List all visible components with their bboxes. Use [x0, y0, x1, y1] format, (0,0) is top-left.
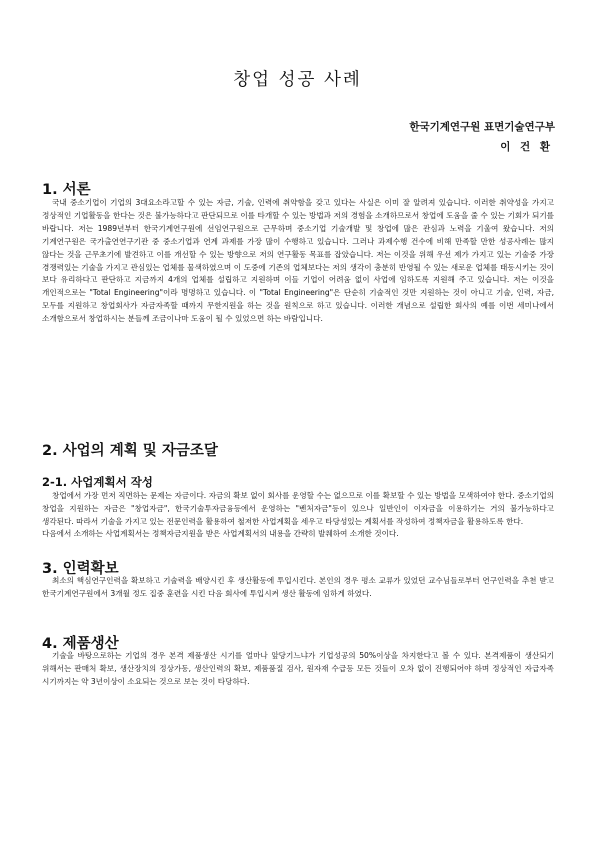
section-heading-production: 4. 제품생산: [42, 636, 119, 652]
subsection-heading-business-plan-writing: 2-1. 사업계획서 작성: [42, 475, 153, 489]
paragraph-business-plan: 창업에서 가장 먼저 직면하는 문제는 자금이다. 자금의 확보 없이 회사를 운영할 수는 없으므로 이를 확보할 수 있는 방법을 모색하여야 한다. 중소기업의 창업을 지원하는 자금은 "창업자금", 한국기술투자금융등에서 운영하는 "벤처자금"등이 있으나 일반인이 이자금을 이용하기는 거의 불가능하다고 생각된다. 따라서 기술을 가지고 있는 전문인력을 활용하여 철저한 사업계획을 세우고 타당성있는 계획서를 작성하여 정책자금을 활용하도록 한다.: [42, 491, 554, 526]
section-heading-staffing: 3. 인력확보: [42, 561, 119, 577]
document-title: 창업 성공 사례: [233, 70, 362, 90]
paragraph-production: 기술을 바탕으로하는 기업의 경우 본격 제품생산 시기를 얼마나 앞당기느냐가 기업성공의 50%이상을 차지한다고 볼 수 있다. 본격제품이 생산되기 위해서는 판매처 확보, 생산장치의 정상가동, 생산인력의 확보, 제품품질 검사, 원자재 수급등 모든 것들이 오차 없이 진행되어야 하며 정상적인 자급자족 시기까지는 약 3년이상이 소요되는 것으로 보는 것이 타당하다.: [42, 651, 554, 686]
author-name: 이 건 환: [500, 141, 553, 153]
section-heading-business-plan: 2. 사업의 계획 및 자금조달: [42, 443, 218, 459]
section-heading-introduction: 1. 서론: [42, 182, 91, 198]
author-organization: 한국기계연구원 표면기술연구부: [409, 121, 555, 133]
paragraph-staffing: 최소의 핵심연구인력을 확보하고 기술력을 배양시킨 후 생산활동에 투입시킨다. 본인의 경우 평소 교류가 있었던 교수님들로부터 연구인력을 추천 받고 한국기계연구원에서 3개월 정도 집중 훈련을 시킨 다음 회사에 투입시켜 생산 활동에 임하게 하였다.: [42, 576, 554, 598]
paragraph-introduction: 국내 중소기업이 기업의 3대요소라고할 수 있는 자금, 기술, 인력에 취약함을 갖고 있다는 사실은 이미 잘 알려져 있습니다. 이러한 취약성을 가지고 정상적인 기업활동을 한다는 것은 불가능하다고 판단되므로 이를 타개할 수 있는 방법과 저의 경험을 소개하므로서 창업에 도움을 줄 수 있는 기회가 되기를 바랍니다. 저는 1989년부터 한국기계연구원에 선임연구원으로 근무하며 중소기업 기술개발 및 창업에 많은 관심과 노력을 기울여 왔습니다. 저의 기계연구원은 국가출연연구기관 중 중소기업과 연계 과제를 가장 많이 수행하고 있습니다. 그러나 과제수행 건수에 비해 만족할 만한 성공사례는 많지 않다는 것을 근무초기에 발견하고 이를 개선할 수 있는 방향으로 저의 연구활동 목표를 잡았습니다. 저는 이것을 위해 우선 제가 가지고 있는 기술중 가장 경쟁력있는 기술을 가지고 관심있는 업체를 물색하였으며 이 도중에 기존의 업체보다는 저의 생각이 충분히 반영될 수 있는 새로운 업체를 태동시키는 것이 보다 유리하다고 판단하고 지금까지 4개의 업체를 설립하고 지원하며 이들 기업이 어려움 없이 사업에 임하도록 지원해 주고 있습니다. 저는 이것을 개인적으로는 "Total Engineering"이라 명명하고 있습니다. 이 "Total Engineering"은 단순히 기술적인 것만 지원하는 것이 아니고 기술, 인력, 자금, 모두를 지원하고 창업회사가 자금자족할 때까지 무한지원을 하는 것을 원칙으로 하고 있습니다. 이러한 개념으로 설립한 회사의 예를 이번 세미나에서 소개함으로서 창업하시는 분들께 조금이나마 도움이 될 수 있었으면 하는 바람입니다.: [42, 198, 554, 324]
paragraph-business-plan-note: 다음에서 소개하는 사업계획서는 정책자금지원을 받은 사업계획서의 내용을 간략히 발췌하여 소개한 것이다.: [42, 529, 399, 538]
